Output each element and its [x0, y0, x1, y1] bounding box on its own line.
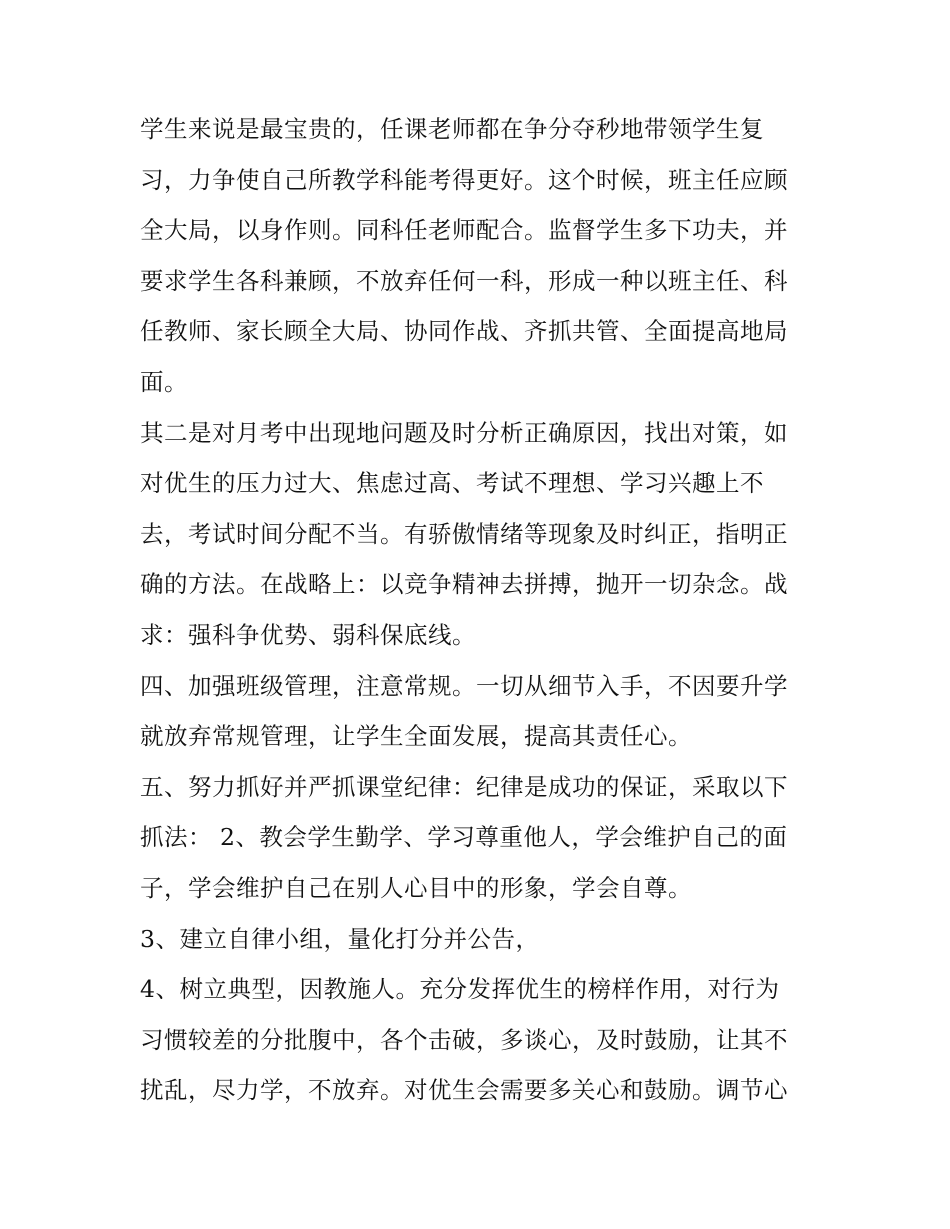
text-line-14: 五、努力抓好并严抓课堂纪律：纪律是成功的保证，采取以下	[140, 772, 788, 801]
text-line-2: 习，力争使自己所教学科能考得更好。这个时候，班主任应顾	[140, 165, 788, 194]
text-line-10: 确的方法。在战略上：以竞争精神去拼搏，抛开一切杂念。战	[140, 570, 788, 599]
text-line-16: 子，学会维护自己在别人心目中的形象，学会自尊。	[140, 873, 692, 902]
text-line-1: 学生来说是最宝贵的，任课老师都在争分夺秒地带领学生复	[140, 115, 764, 143]
text-line-15: 抓法： 2、教会学生勤学、学习尊重他人，学会维护自己的面	[140, 823, 788, 852]
text-line-8: 对优生的压力过大、焦虑过高、考试不理想、学习兴趣上不	[140, 469, 764, 498]
text-line-7: 其二是对月考中出现地问题及时分析正确原因，找出对策，如	[140, 418, 788, 447]
text-line-3: 全大局，以身作则。同科任老师配合。监督学生多下功夫，并	[140, 216, 788, 245]
text-line-19: 习惯较差的分批腹中，各个击破，多谈心，及时鼓励，让其不	[140, 1025, 788, 1054]
text-line-18: 4、树立典型，因教施人。充分发挥优生的榜样作用，对行为	[140, 975, 780, 1004]
text-line-17: 3、建立自律小组，量化打分并公告，	[140, 924, 540, 953]
document-body	[140, 104, 820, 1116]
text-line-4: 要求学生各科兼顾，不放弃任何一科，形成一种以班主任、科	[140, 266, 788, 295]
text-line-13: 就放弃常规管理，让学生全面发展，提高其责任心。	[140, 722, 692, 751]
text-line-20: 扰乱，尽力学，不放弃。对优生会需要多关心和鼓励。调节心	[140, 1076, 788, 1105]
text-line-6: 面。	[140, 367, 188, 396]
text-line-12: 四、加强班级管理，注意常规。一切从细节入手，不因要升学	[140, 671, 788, 700]
text-line-9: 去，考试时间分配不当。有骄傲情绪等现象及时纠正，指明正	[140, 519, 788, 548]
text-line-5: 任教师、家长顾全大局、协同作战、齐抓共管、全面提高地局	[140, 317, 788, 346]
text-line-11: 求：强科争优势、弱科保底线。	[140, 620, 476, 649]
